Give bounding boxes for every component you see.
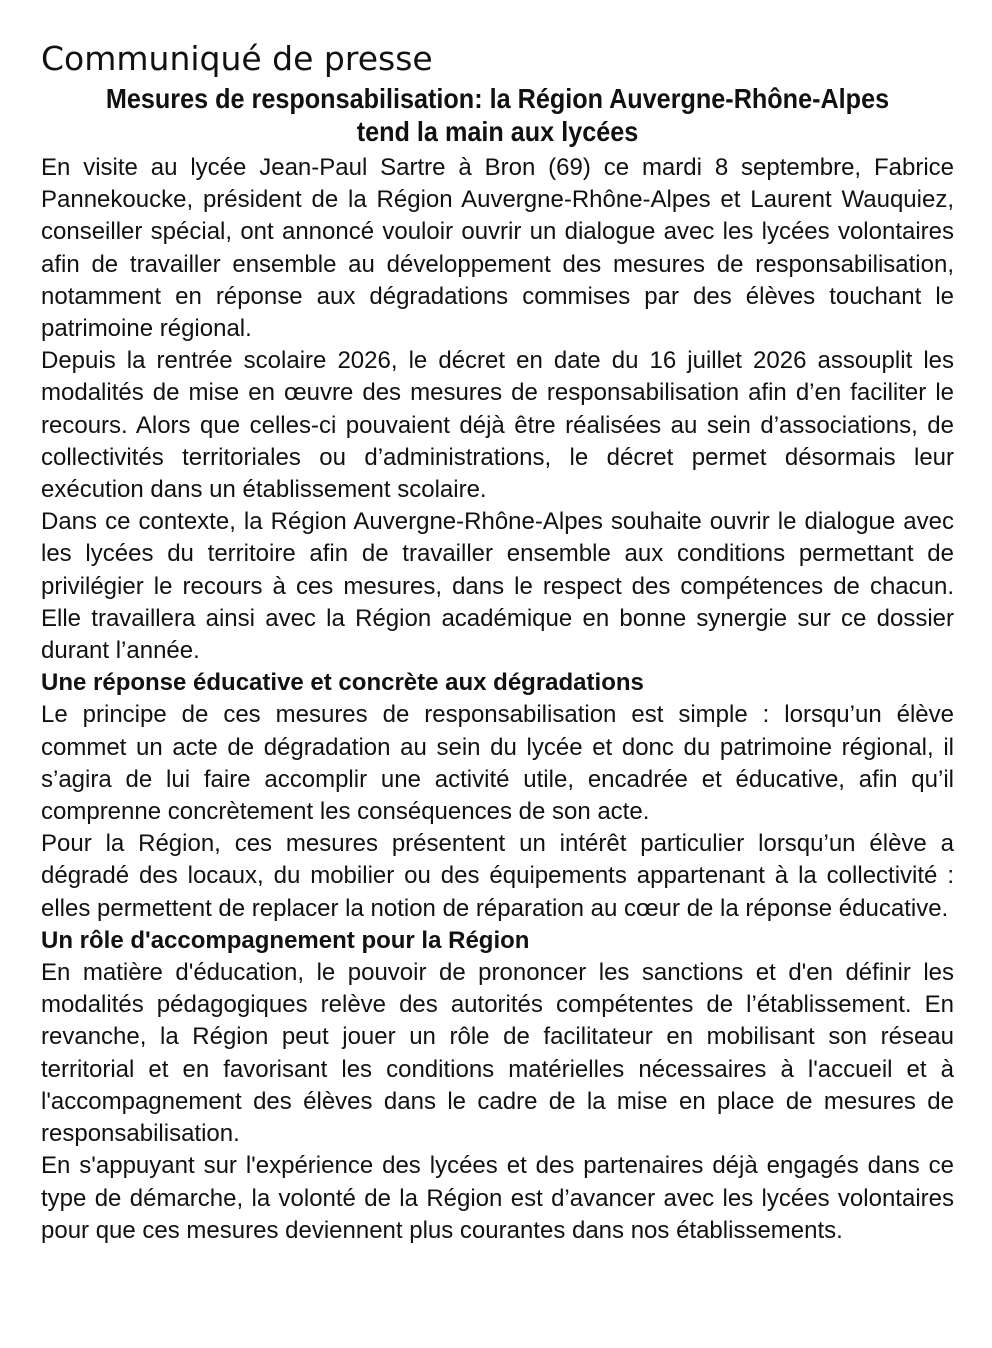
section-heading-educative: Une réponse éducative et concrète aux dégradations [41,669,644,697]
paragraph-conclusion: En s'appuyant sur l'expérience des lycées et des partenaires déjà engagés dans ce type de démarche, la volonté de la Région est d’avancer avec les lycées volontaires pour que ces mesures deviennent plus courantes dans nos établissements. [41,1152,954,1244]
paragraph-interest: Pour la Région, ces mesures présentent un intérêt particulier lorsqu’un élève a dégradé des locaux, du mobilier ou des équipements appartenant à la collectivité : elles permettent de replacer la notion de réparation au cœur de la réponse éducative. [41,830,954,922]
paragraph-principle: Le principe de ces mesures de responsabilisation est simple : lorsqu’un élève commet un acte de dégradation au sein du lycée et donc du patrimoine régional, il s’agira de lui faire accomplir une activité utile, encadrée et éducative, afin qu’il comprenne concrètement les conséquences de son acte. [41,701,954,826]
paragraph-intro: En visite au lycée Jean-Paul Sartre à Bron (69) ce mardi 8 septembre, Fabrice Pannekoucke, président de la Région Auvergne-Rhône-Alpes et Laurent Wauquiez, conseiller spécial, ont annoncé vouloir ouvrir un dialogue avec les lycées volontaires afin de travailler ensemble au développement des mesures de responsabilisation, notamment en réponse aux dégradations commises par des élèves touchant le patrimoine régional. [41,154,954,343]
document-title [87,82,909,148]
title-line-2: tend la main aux lycées [356,116,639,147]
paragraph-context: Dans ce contexte, la Région Auvergne-Rhône-Alpes souhaite ouvrir le dialogue avec les lycées du territoire afin de travailler ensemble aux conditions permettant de privilégier le recours à ces mesures, dans le respect des compétences de chacun. Elle travaillera ainsi avec la Région académique en bonne synergie sur ce dossier durant l’année. [41,508,954,665]
paragraph-role: En matière d'éducation, le pouvoir de prononcer les sanctions et d'en définir les modalités pédagogiques relève des autorités compétentes de l’établissement. En revanche, la Région peut jouer un rôle de facilitateur en mobilisant son réseau territorial et en favorisant les conditions matérielles nécessaires à l'accueil et à l'accompagnement des élèves dans le cadre de la mise en place de mesures de responsabilisation. [41,959,954,1148]
section-heading-role: Un rôle d'accompagnement pour la Région [41,926,530,954]
document-kicker: Communiqué de presse [41,39,433,78]
press-release [41,36,954,1247]
paragraph-decree: Depuis la rentrée scolaire 2026, le décret en date du 16 juillet 2026 assouplit les modalités de mise en œuvre des mesures de responsabilisation afin d’en faciliter le recours. Alors que celles-ci pouvaient déjà être réalisées au sein d’associations, de collectivités territoriales ou d’administrations, le décret permet désormais leur exécution dans un établissement scolaire. [41,347,954,504]
title-line-1: Mesures de responsabilisation: la Région Auvergne-Rhône-Alpes [105,83,890,114]
